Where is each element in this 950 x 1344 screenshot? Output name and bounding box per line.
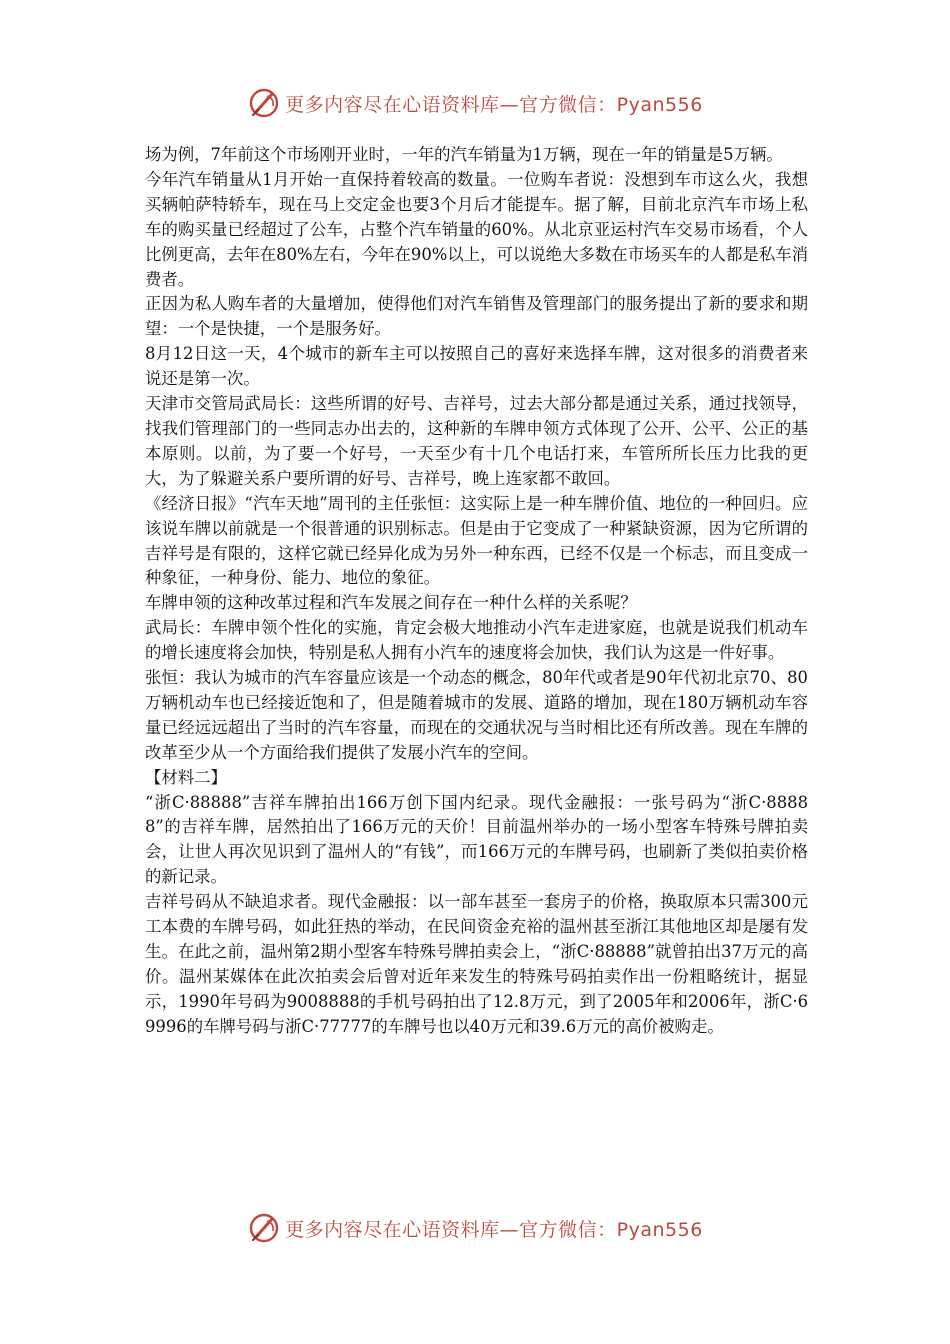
header-banner-text: 更多内容尽在心语资料库—官方微信：Pyan556	[285, 93, 703, 116]
paragraph: 今年汽车销量从1月开始一直保持着较高的数量。一位购车者说：没想到车市这么火，我想买辆帕萨特轿车，现在马上交定金也要3个月后才能提车。据了解，目前北京汽车市场上私车的购买量已经超过了公车，占整个汽车销量的60%。从北京亚运村汽车交易市场看，个人比例更高，去年在80%左右，今年在90%以上，可以说绝大多数在市场买车的人都是私车消费者。	[145, 169, 808, 289]
pen-logo-icon	[247, 86, 281, 120]
section-heading: 【材料二】	[145, 767, 227, 787]
paragraph: 武局长：车牌申领个性化的实施，肯定会极大地推动小汽车走进家庭，也就是说我们机动车的增长速度将会加快，特别是私人拥有小汽车的速度将会加快，我们认为这是一件好事。	[145, 618, 808, 663]
paragraph: 天津市交管局武局长：这些所谓的好号、吉祥号，过去大部分都是通过关系，通过找领导，找我们管理部门的一些同志办出去的，这种新的车牌申领方式体现了公开、公平、公正的基本原则。以前，为了要一个好号，一天至少有十几个电话打来，车管所所长压力比我的更大，为了躲避关系户要所谓的好号、吉祥号，晚上连家都不敢回。	[145, 394, 808, 488]
paragraph: 《经济日报》“汽车天地”周刊的主任张恒：这实际上是一种车牌价值、地位的一种回归。应该说车牌以前就是一个很普通的识别标志。但是由于它变成了一种紧缺资源，因为它所谓的吉祥号是有限的，这样它就已经异化成为另外一种东西，已经不仅是一个标志，而且变成一种象征，一种身份、能力、地位的象征。	[145, 493, 808, 588]
footer-banner	[0, 1203, 950, 1253]
pen-logo-icon	[247, 1211, 281, 1245]
paragraph: “浙C·88888”吉祥车牌拍出166万创下国内纪录。现代金融报：一张号码为“浙C·88888”的吉祥车牌，居然拍出了166万元的天价！目前温州举办的一场小型客车特殊号牌拍卖会，让世人再次见识到了温州人的“有钱”，而166万元的车牌号码，也刷新了类似拍卖价格的新记录。	[145, 792, 808, 887]
paragraph: 场为例，7年前这个市场刚开业时，一年的汽车销量为1万辆，现在一年的销量是5万辆。	[145, 145, 783, 164]
header-banner	[0, 78, 950, 128]
paragraph: 吉祥号码从不缺追求者。现代金融报：以一部车甚至一套房子的价格，换取原本只需300元工本费的车牌号码，如此狂热的举动，在民间资金充裕的温州甚至浙江其他地区却是屡有发生。在此之前，温州第2期小型客车特殊号牌拍卖会上，“浙C·88888”就曾拍出37万元的高价。温州某媒体在此次拍卖会后曾对近年来发生的特殊号码拍卖作出一份粗略统计，据显示，1990年号码为9008888的手机号码拍出了12.8万元，到了2005年和2006年，浙C·69996的车牌号码与浙C·77777的车牌号也以40万元和39.6万元的高价被购走。	[145, 892, 808, 1036]
paragraph: 8月12日这一天，4个城市的新车主可以按照自己的喜好来选择车牌，这对很多的消费者来说还是第一次。	[145, 344, 808, 389]
document-body	[145, 143, 808, 1040]
paragraph: 车牌申领的这种改革过程和汽车发展之间存在一种什么样的关系呢？	[145, 593, 637, 613]
paragraph: 正因为私人购车者的大量增加，使得他们对汽车销售及管理部门的服务提出了新的要求和期望：一个是快捷，一个是服务好。	[145, 294, 808, 339]
footer-banner-text: 更多内容尽在心语资料库—官方微信：Pyan556	[285, 1218, 703, 1241]
paragraph: 张恒：我认为城市的汽车容量应该是一个动态的概念，80年代或者是90年代初北京70、80万辆机动车也已经接近饱和了，但是随着城市的发展、道路的增加，现在180万辆机动车容量已经远远超出了当时的汽车容量，而现在的交通状况与当时相比还有所改善。现在车牌的改革至少从一个方面给我们提供了发展小汽车的空间。	[145, 668, 808, 762]
